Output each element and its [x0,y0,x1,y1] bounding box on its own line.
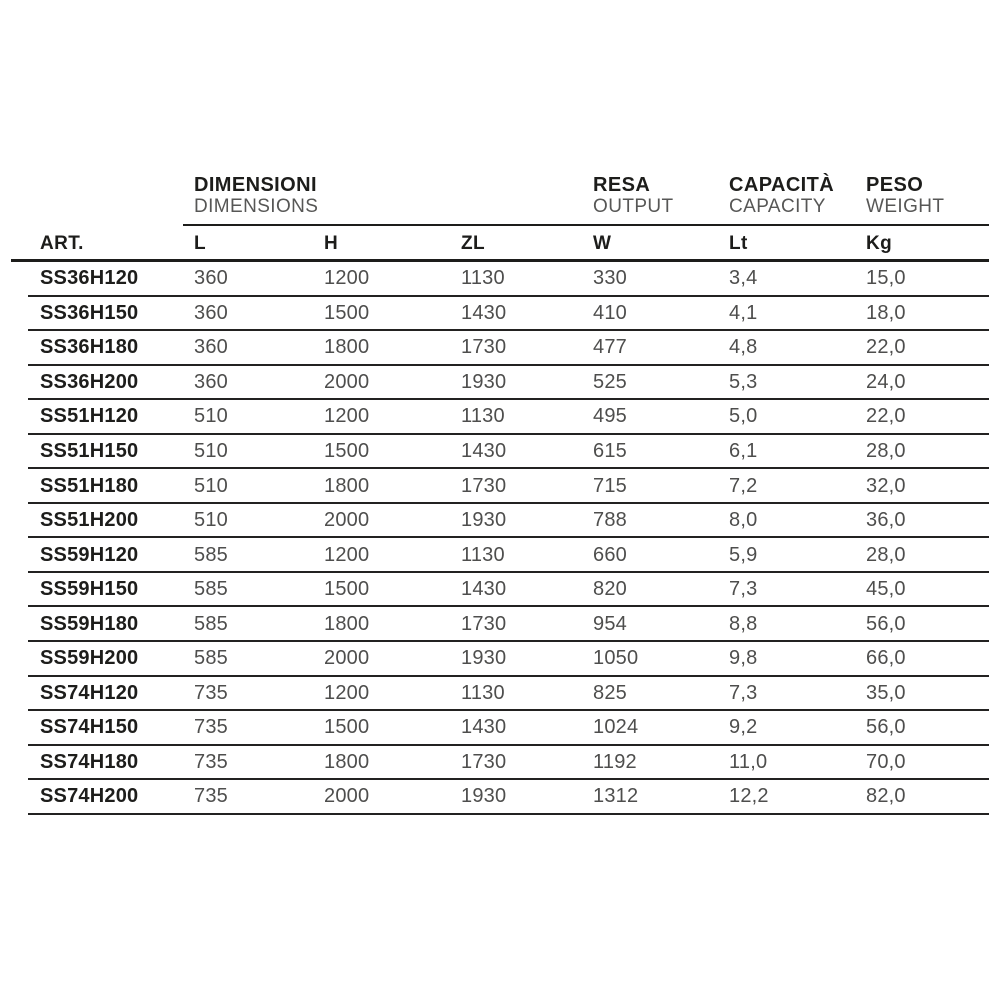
value-cell: 510 [183,504,313,539]
value-cell: 6,1 [718,435,855,470]
table-row [11,780,989,815]
table-row [11,297,989,332]
table-row [11,366,989,401]
group-title: RESA [593,174,651,196]
value-cell: 3,4 [718,262,855,297]
value-cell: 5,9 [718,538,855,573]
value-cell: 1930 [450,366,582,401]
value-cell: 11,0 [718,746,855,781]
article-cell: SS36H120 [11,262,183,297]
column-header-row [11,226,989,262]
value-cell: 1130 [450,262,582,297]
value-cell: 1200 [313,538,450,573]
value-cell: 8,8 [718,607,855,642]
value-cell: 788 [582,504,718,539]
article-cell: SS36H200 [11,366,183,401]
value-cell: 585 [183,573,313,608]
value-cell: 1430 [450,573,582,608]
value-cell: 1930 [450,642,582,677]
group-title: DIMENSIONI [194,174,317,196]
value-cell: 735 [183,780,313,815]
value-cell: 5,3 [718,366,855,401]
value-cell: 1200 [313,262,450,297]
table-row [11,642,989,677]
value-cell: 32,0 [855,469,989,504]
value-cell: 495 [582,400,718,435]
value-cell: 585 [183,538,313,573]
value-cell: 22,0 [855,331,989,366]
value-cell: 360 [183,297,313,332]
table-row [11,435,989,470]
table-row [11,504,989,539]
table-row [11,262,989,297]
spec-table [11,175,989,815]
group-subtitle: DIMENSIONS [194,196,319,217]
value-cell: 7,3 [718,573,855,608]
table-row [11,573,989,608]
value-cell: 360 [183,331,313,366]
value-cell: 510 [183,435,313,470]
value-cell: 56,0 [855,711,989,746]
value-cell: 525 [582,366,718,401]
value-cell: 1730 [450,607,582,642]
value-cell: 660 [582,538,718,573]
table-row [11,607,989,642]
value-cell: 45,0 [855,573,989,608]
value-cell: 4,1 [718,297,855,332]
table-row [11,400,989,435]
article-cell: SS74H200 [11,780,183,815]
column-header-w: W [582,226,718,262]
group-header-dimensions [183,175,582,226]
column-header-kg: Kg [855,226,989,262]
value-cell: 9,8 [718,642,855,677]
value-cell: 1130 [450,538,582,573]
value-cell: 510 [183,469,313,504]
article-cell: SS51H180 [11,469,183,504]
article-cell: SS74H120 [11,677,183,712]
value-cell: 2000 [313,642,450,677]
value-cell: 7,3 [718,677,855,712]
value-cell: 1930 [450,504,582,539]
value-cell: 1500 [313,435,450,470]
value-cell: 56,0 [855,607,989,642]
value-cell: 28,0 [855,435,989,470]
value-cell: 35,0 [855,677,989,712]
value-cell: 1050 [582,642,718,677]
value-cell: 66,0 [855,642,989,677]
value-cell: 1192 [582,746,718,781]
value-cell: 12,2 [718,780,855,815]
value-cell: 585 [183,607,313,642]
value-cell: 9,2 [718,711,855,746]
value-cell: 735 [183,677,313,712]
value-cell: 330 [582,262,718,297]
value-cell: 1500 [313,711,450,746]
value-cell: 1800 [313,607,450,642]
value-cell: 5,0 [718,400,855,435]
table-row [11,711,989,746]
group-header-row [11,175,989,226]
column-header-lt: Lt [718,226,855,262]
value-cell: 2000 [313,780,450,815]
article-cell: SS74H150 [11,711,183,746]
value-cell: 24,0 [855,366,989,401]
table-row [11,677,989,712]
value-cell: 7,2 [718,469,855,504]
value-cell: 1800 [313,331,450,366]
value-cell: 1730 [450,331,582,366]
value-cell: 1800 [313,469,450,504]
corner-spacer [11,175,183,226]
table-row [11,538,989,573]
value-cell: 70,0 [855,746,989,781]
article-cell: SS51H150 [11,435,183,470]
group-subtitle: CAPACITY [729,196,826,217]
value-cell: 715 [582,469,718,504]
value-cell: 825 [582,677,718,712]
group-title: CAPACITÀ [729,174,835,196]
value-cell: 735 [183,711,313,746]
group-title: PESO [866,174,924,196]
value-cell: 1500 [313,573,450,608]
article-cell: SS36H150 [11,297,183,332]
value-cell: 36,0 [855,504,989,539]
group-header-output [582,175,718,226]
article-cell: SS59H200 [11,642,183,677]
value-cell: 1312 [582,780,718,815]
spec-table-container [11,175,989,815]
value-cell: 585 [183,642,313,677]
value-cell: 18,0 [855,297,989,332]
value-cell: 360 [183,366,313,401]
table-row [11,746,989,781]
group-header-capacity [718,175,855,226]
article-cell: SS59H180 [11,607,183,642]
value-cell: 4,8 [718,331,855,366]
value-cell: 510 [183,400,313,435]
value-cell: 2000 [313,366,450,401]
value-cell: 477 [582,331,718,366]
value-cell: 2000 [313,504,450,539]
table-body [11,262,989,815]
value-cell: 1730 [450,746,582,781]
value-cell: 1130 [450,400,582,435]
value-cell: 360 [183,262,313,297]
column-header-h: H [313,226,450,262]
value-cell: 615 [582,435,718,470]
value-cell: 1800 [313,746,450,781]
value-cell: 735 [183,746,313,781]
group-subtitle: WEIGHT [866,196,945,217]
group-subtitle: OUTPUT [593,196,674,217]
value-cell: 1430 [450,435,582,470]
column-header-art: ART. [11,226,183,262]
value-cell: 28,0 [855,538,989,573]
value-cell: 1200 [313,400,450,435]
value-cell: 15,0 [855,262,989,297]
value-cell: 1930 [450,780,582,815]
value-cell: 1200 [313,677,450,712]
article-cell: SS51H120 [11,400,183,435]
article-cell: SS74H180 [11,746,183,781]
article-cell: SS59H150 [11,573,183,608]
value-cell: 1500 [313,297,450,332]
value-cell: 1130 [450,677,582,712]
value-cell: 1024 [582,711,718,746]
article-cell: SS51H200 [11,504,183,539]
value-cell: 1430 [450,711,582,746]
article-cell: SS36H180 [11,331,183,366]
table-row [11,469,989,504]
value-cell: 22,0 [855,400,989,435]
value-cell: 1730 [450,469,582,504]
table-row [11,331,989,366]
article-cell: SS59H120 [11,538,183,573]
column-header-zl: ZL [450,226,582,262]
value-cell: 8,0 [718,504,855,539]
value-cell: 954 [582,607,718,642]
value-cell: 410 [582,297,718,332]
value-cell: 1430 [450,297,582,332]
value-cell: 820 [582,573,718,608]
column-header-l: L [183,226,313,262]
group-header-weight [855,175,989,226]
value-cell: 82,0 [855,780,989,815]
